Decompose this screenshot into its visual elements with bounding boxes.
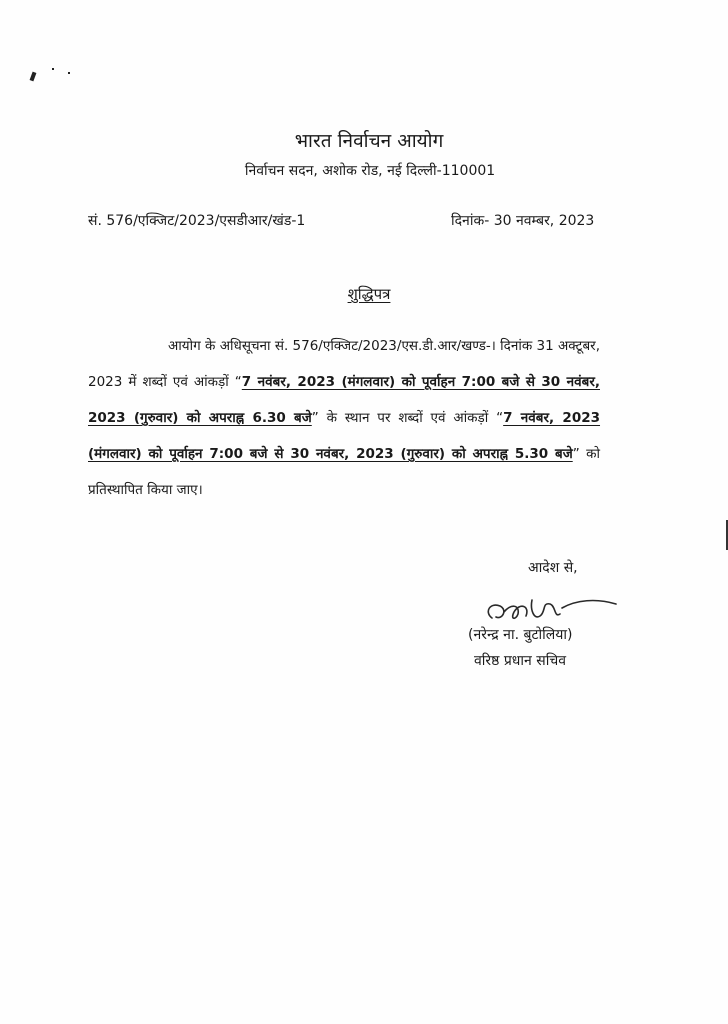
body-text-part-1: आयोग के अधिसूचना सं. 576/एक्जिट/2023/एस.डी.आर/खण्ड-। दिनांक 31 अक्टूबर, 2023 में शब्दों एवं आंकड़ों “ [88, 338, 600, 390]
commission-address: निर्वाचन सदन, अशोक रोड, नई दिल्ली-110001 [244, 163, 496, 179]
replacement-phrase: 7 नवंबर, 2023 (मंगलवार) को पूर्वाहन 7:00 बजे से 30 नवंबर, 2023 (गुरुवार) को अपराह्न 5.30 बजे [88, 410, 601, 462]
scan-speck [30, 72, 37, 82]
original-phrase: 7 नवंबर, 2023 (मंगलवार) को पूर्वाहन 7:00 बजे से 30 नवंबर, 2023 (गुरुवार) को अपराह्न 6.30 बजे [88, 374, 600, 426]
signer-name: (नरेन्द्र ना. बुटोलिया) [468, 627, 573, 643]
corrigendum-body [88, 328, 600, 508]
document-heading [0, 282, 728, 306]
commission-title: भारत निर्वाचन आयोग [294, 130, 444, 152]
heading-text: शुद्धिपत्र [347, 285, 391, 303]
signer-designation: वरिष्ठ प्रधान सचिव [474, 653, 567, 669]
body-text-part-3: ” को प्रतिस्थापित किया जाए। [88, 446, 601, 498]
reference-number: सं. 576/एक्जिट/2023/एसडीआर/खंड-1 [88, 213, 306, 229]
document-date: दिनांक- 30 नवम्बर, 2023 [451, 213, 595, 229]
scan-speck [68, 72, 70, 74]
body-text-part-2: ” के स्थान पर शब्दों एवं आंकड़ों “ [311, 410, 504, 426]
scan-speck [52, 68, 54, 70]
order-line: आदेश से, [528, 560, 578, 576]
